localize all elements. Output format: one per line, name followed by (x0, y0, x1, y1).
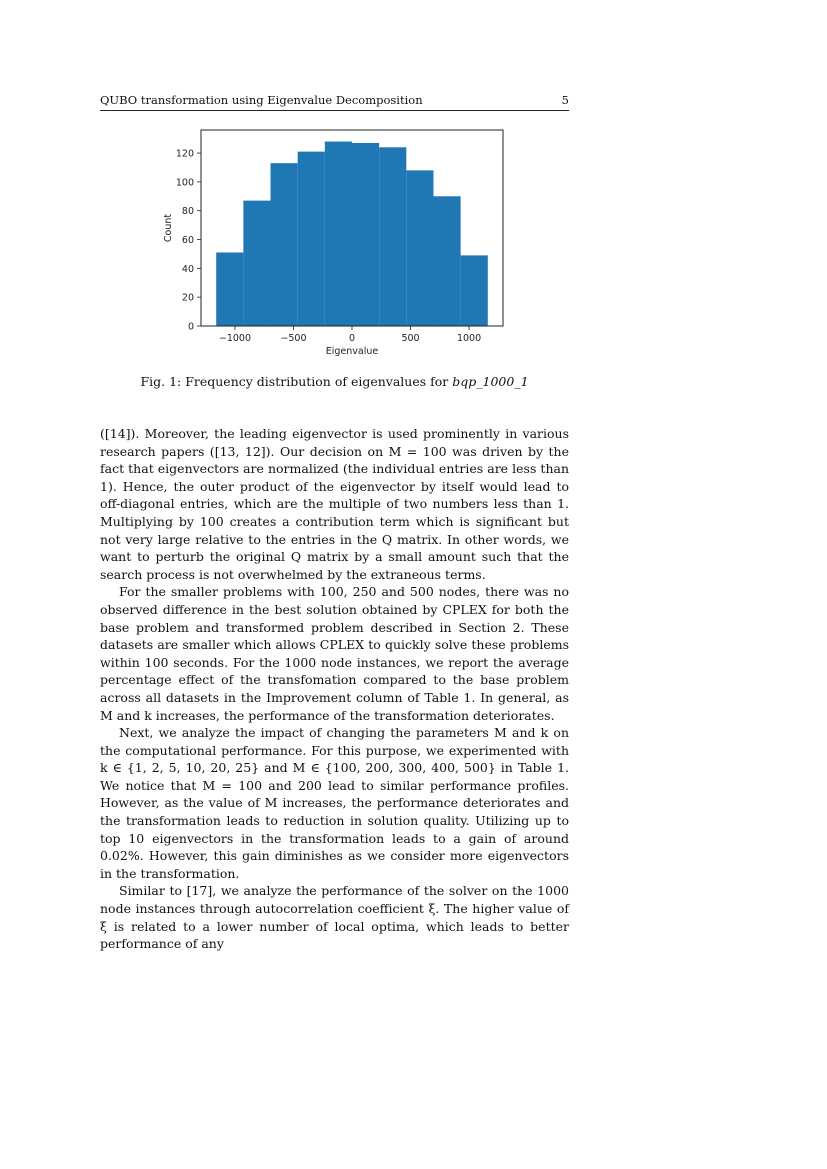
figure-caption (100, 374, 569, 389)
running-header (100, 92, 569, 111)
histogram-bar (325, 142, 352, 326)
y-tick-label: 60 (181, 235, 194, 247)
x-tick-label: 0 (348, 333, 356, 344)
bar-group (216, 142, 488, 326)
histogram-bar (352, 143, 379, 326)
histogram-bar (379, 147, 406, 326)
histogram-bar (216, 253, 243, 327)
body-text (100, 425, 569, 953)
running-title: QUBO transformation using Eigenvalue Decomposition (100, 93, 423, 107)
histogram-bar (298, 152, 325, 326)
y-axis (176, 149, 201, 333)
x-axis-label: Eigenvalue (325, 346, 379, 357)
x-tick-label: −1000 (218, 333, 252, 344)
y-tick-label: 100 (175, 177, 194, 189)
y-tick-label: 0 (187, 321, 194, 333)
x-tick-label: −500 (280, 333, 307, 344)
histogram-bar (461, 255, 488, 326)
histogram-bar (271, 163, 298, 326)
y-tick-label: 80 (181, 206, 194, 218)
page-number: 5 (561, 93, 569, 107)
paragraph: Next, we analyze the impact of changing the parameters M and k on the computational performance. For this purpose, we experimented with k ∈ {1, 2, 5, 10, 20, 25} and M ∈ {100, 200, 300, 400, 500} in Table 1. We notice that M = 100 and 200 lead to similar performance profiles. However, as the value of M increases, the performance deteriorates and the transformation leads to reduction in solution quality. Utilizing up to top 10 eigenvectors in the transformation leads to a gain of around 0.02%. However, this gain diminishes as we consider more eigenvectors in the transformation. (100, 725, 569, 881)
x-tick-label: 500 (401, 333, 420, 344)
y-tick-label: 20 (181, 292, 194, 304)
y-axis-label: Count (163, 213, 174, 243)
x-axis (219, 326, 481, 344)
paragraph: For the smaller problems with 100, 250 and 500 nodes, there was no observed difference in the best solution obtained by CPLEX for both the base problem and transformed problem described in Section 2. These datasets are smaller which allows CPLEX to quickly solve these problems within 100 seconds. For the 1000 node instances, we report the average percentage effect of the transfomation compared to the base problem across all datasets in the Improvement column of Table 1. In general, as M and k increases, the performance of the transformation deteriorates. (100, 584, 569, 723)
x-tick-label: 1000 (456, 333, 482, 344)
histogram-chart (150, 122, 520, 362)
histogram-bar (433, 196, 460, 326)
histogram-bar (243, 201, 270, 326)
paragraph: Similar to [17], we analyze the performance of the solver on the 1000 node instances through autocorrelation coefficient ξ. The higher value of ξ is related to a lower number of local optima, which leads to better performance of any (100, 883, 569, 952)
y-tick-label: 40 (181, 263, 194, 275)
caption-text: Fig. 1: Frequency distribution of eigenvalues for (140, 374, 453, 389)
figure-histogram (150, 122, 520, 362)
caption-dataset-name: bqp_1000_1 (452, 374, 529, 389)
y-tick-label: 120 (175, 148, 194, 160)
paragraph: ([14]). Moreover, the leading eigenvector is used prominently in various research papers ([13, 12]). Our decision on M = 100 was driven by the fact that eigenvectors are normalized (the individual entries are less than 1). Hence, the outer product of the eigenvector by itself would lead to off-diagonal entries, which are the multiple of two numbers less than 1. Multiplying by 100 creates a contribution term which is significant but not very large relative to the entries in the Q matrix. In other words, we want to perturb the original Q matrix by a small amount such that the search process is not overwhelmed by the extraneous terms. (100, 426, 569, 582)
histogram-bar (406, 170, 433, 326)
